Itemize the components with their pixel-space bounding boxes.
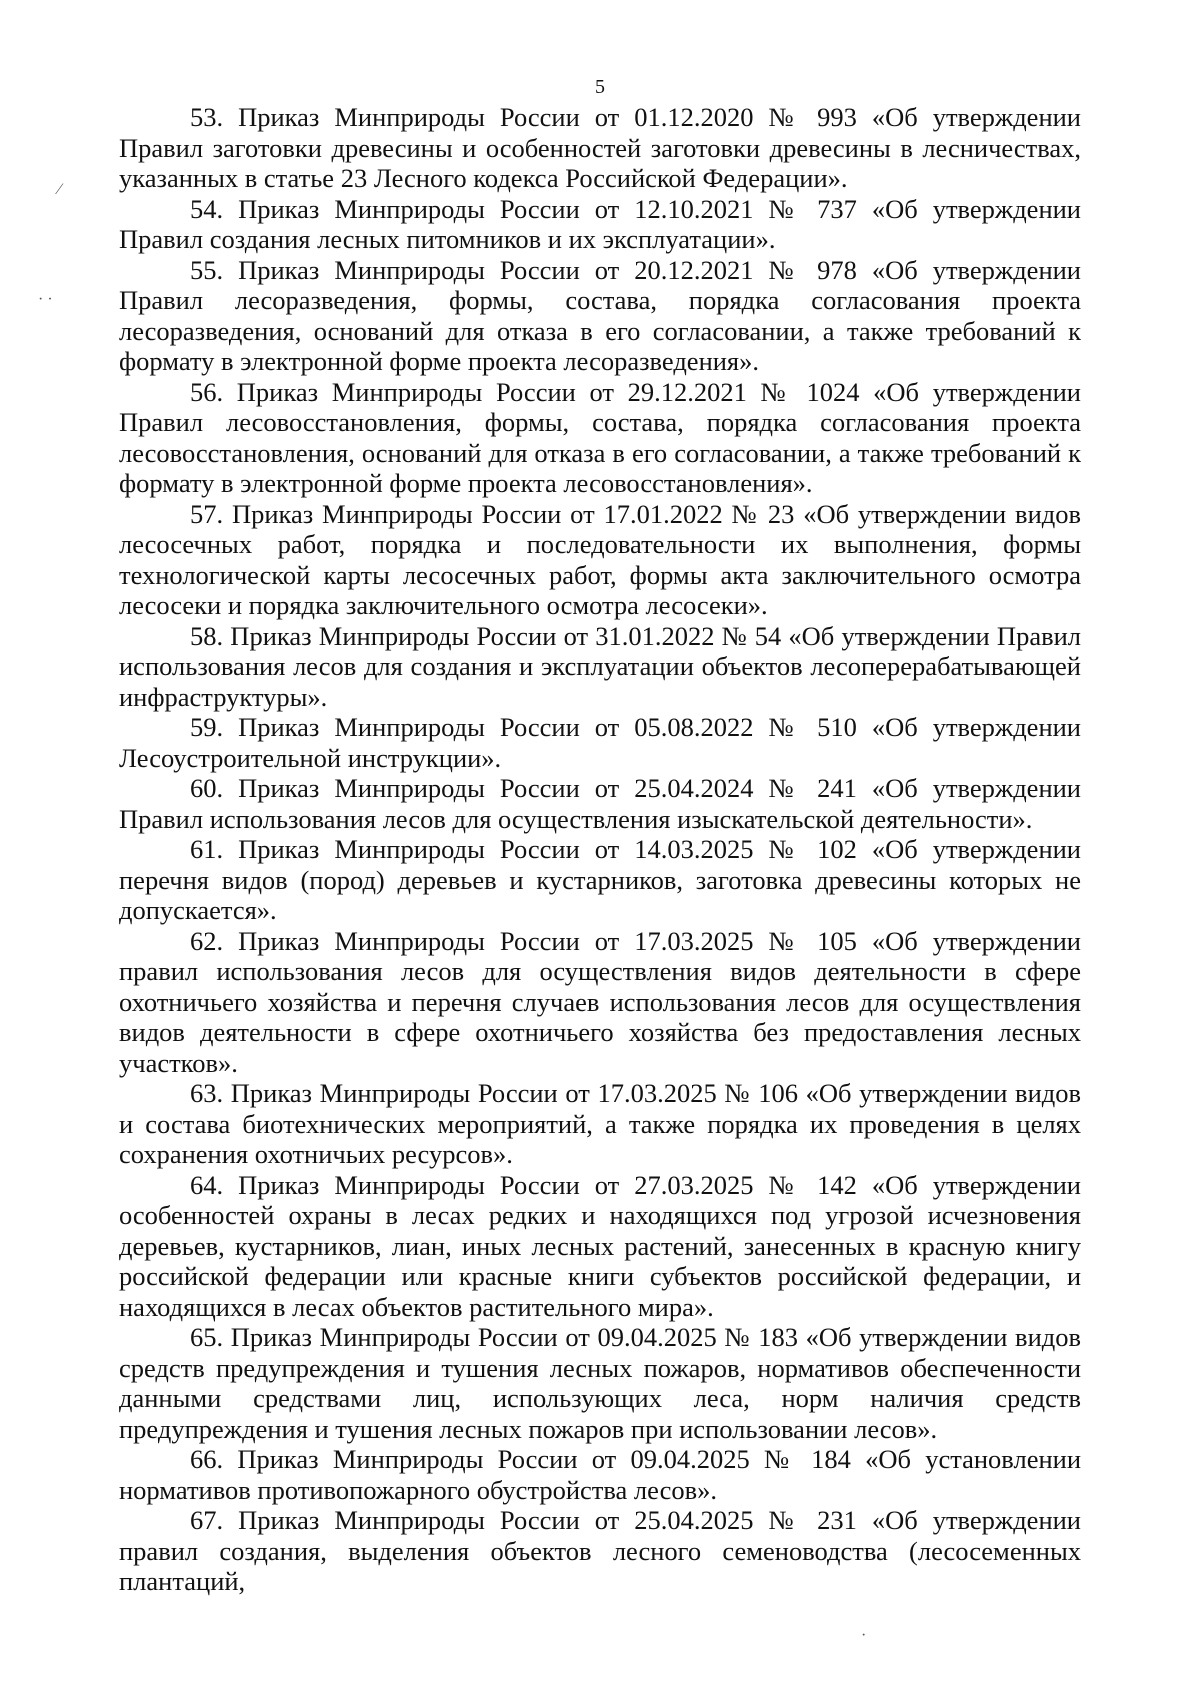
document-body bbox=[119, 102, 1081, 1597]
list-item: 53. Приказ Минприроды России от 01.12.2020 № 993 «Об утверждении Правил заготовки древесины и особенностей заготовки древесины в лесничествах, указанных в статье 23 Лесного кодекса Российской Федерации». bbox=[119, 102, 1081, 193]
list-item: 64. Приказ Минприроды России от 27.03.2025 № 142 «Об утверждении особенностей охраны в лесах редких и находящихся под угрозой исчезновения деревьев, кустарников, лиан, иных лесных растений, занесенных в красную книгу российской федерации или красные книги субъектов российской федерации, и находящихся в лесах объектов растительного мира». bbox=[119, 1169, 1081, 1322]
list-item: 62. Приказ Минприроды России от 17.03.2025 № 105 «Об утверждении правил использования лесов для осуществления видов деятельности в сфере охотничьего хозяйства и перечня случаев использования лесов для осуществления видов деятельности в сфере охотничьего хозяйства без предоставления лесных участков». bbox=[119, 925, 1081, 1078]
scan-speck: · · bbox=[38, 291, 53, 308]
list-item: 57. Приказ Минприроды России от 17.01.2022 № 23 «Об утверждении видов лесосечных работ, порядка и последовательности их выполнения, формы технологической карты лесосечных работ, формы акта заключительного осмотра лесосеки и порядка заключительного осмотра лесосеки». bbox=[119, 498, 1081, 620]
list-item: 59. Приказ Минприроды России от 05.08.2022 № 510 «Об утверждении Лесоустроительной инструкции». bbox=[119, 712, 1081, 773]
scan-speck: · bbox=[861, 1627, 867, 1644]
list-item: 65. Приказ Минприроды России от 09.04.2025 № 183 «Об утверждении видов средств предупреждения и тушения лесных пожаров, нормативов обеспеченности данными средствами лиц, использующих леса, норм наличия средств предупреждения и тушения лесных пожаров при использовании лесов». bbox=[119, 1322, 1081, 1444]
page-number: 5 bbox=[595, 76, 605, 98]
list-item: 55. Приказ Минприроды России от 20.12.2021 № 978 «Об утверждении Правил лесоразведения, формы, состава, порядка согласования проекта лесоразведения, оснований для отказа в его согласовании, а также требований к формату в электронной форме проекта лесоразведения». bbox=[119, 254, 1081, 376]
list-item: 61. Приказ Минприроды России от 14.03.2025 № 102 «Об утверждении перечня видов (пород) деревьев и кустарников, заготовка древесины которых не допускается». bbox=[119, 834, 1081, 925]
list-item: 63. Приказ Минприроды России от 17.03.2025 № 106 «Об утверждении видов и состава биотехнических мероприятий, а также порядка их проведения в целях сохранения охотничьих ресурсов». bbox=[119, 1078, 1081, 1169]
list-item: 56. Приказ Минприроды России от 29.12.2021 № 1024 «Об утверждении Правил лесовосстановления, формы, состава, порядка согласования проекта лесовосстановления, оснований для отказа в его согласовании, а также требований к формату в электронной форме проекта лесовосстановления». bbox=[119, 376, 1081, 498]
list-item: 54. Приказ Минприроды России от 12.10.2021 № 737 «Об утверждении Правил создания лесных питомников и их эксплуатации». bbox=[119, 193, 1081, 254]
scan-speck: ⁄ bbox=[58, 181, 61, 198]
list-item: 58. Приказ Минприроды России от 31.01.2022 № 54 «Об утверждении Правил использования лесов для создания и эксплуатации объектов лесоперерабатывающей инфраструктуры». bbox=[119, 620, 1081, 712]
list-item: 66. Приказ Минприроды России от 09.04.2025 № 184 «Об установлении нормативов противопожарного обустройства лесов». bbox=[119, 1444, 1081, 1505]
list-item: 67. Приказ Минприроды России от 25.04.2025 № 231 «Об утверждении правил создания, выделения объектов лесного семеноводства (лесосеменных плантаций, bbox=[119, 1505, 1081, 1596]
list-item: 60. Приказ Минприроды России от 25.04.2024 № 241 «Об утверждении Правил использования лесов для осуществления изыскательской деятельности». bbox=[119, 773, 1081, 834]
